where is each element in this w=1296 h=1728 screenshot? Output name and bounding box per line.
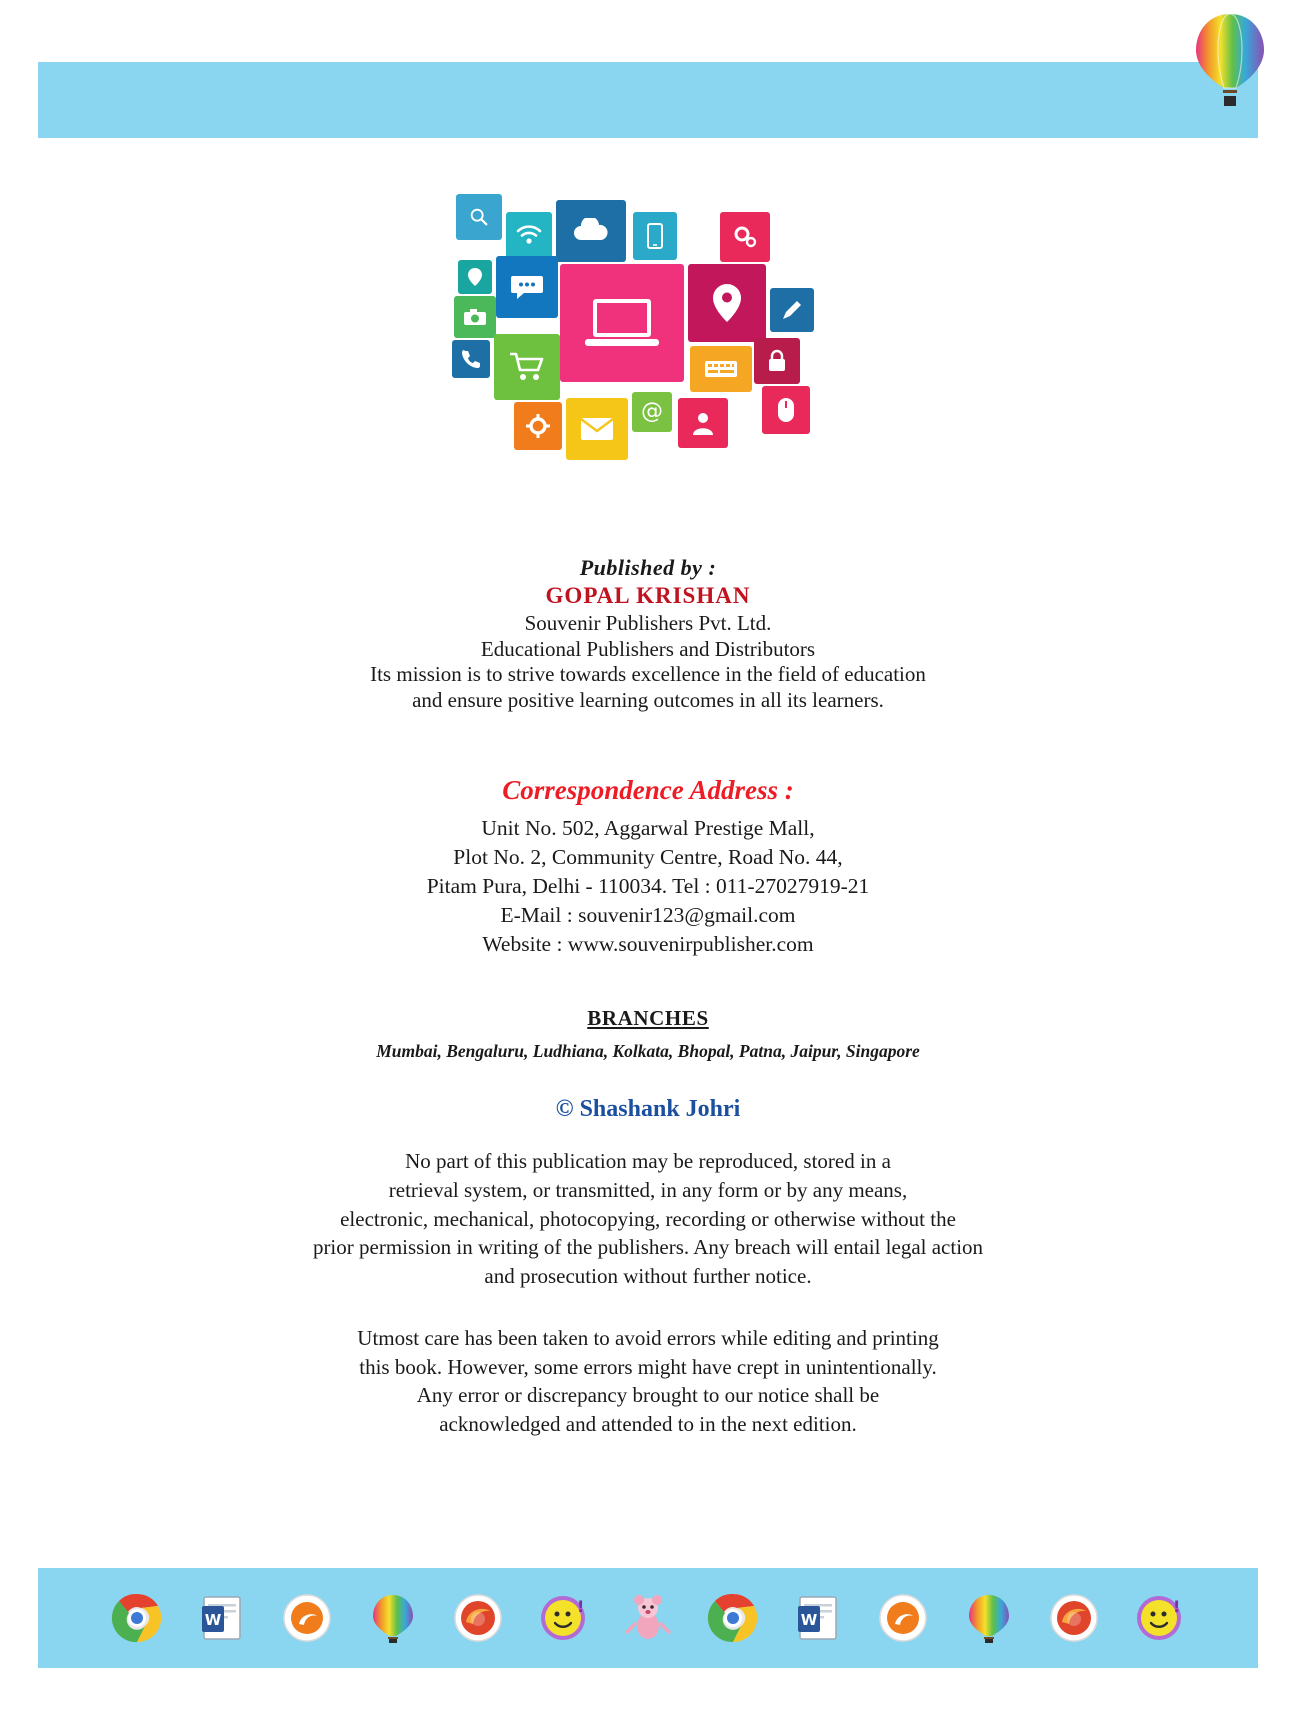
laptop-tile: [560, 264, 684, 382]
map-pin-icon: [468, 268, 482, 286]
mail-tile: [566, 398, 628, 460]
laptop-icon: [585, 295, 659, 351]
hot-air-balloon-icon: [963, 1592, 1015, 1644]
cartoon-mouse-icon: [622, 1592, 674, 1644]
pen-icon: [781, 299, 803, 321]
publisher-company: Souvenir Publishers Pvt. Ltd.: [524, 611, 772, 635]
pen-tile: [770, 288, 814, 332]
branches-list: Mumbai, Bengaluru, Ludhiana, Kolkata, Bhopal, Patna, Jaipur, Singapore: [376, 1041, 920, 1062]
keyboard-tile: [690, 346, 752, 392]
location-tile: [688, 264, 766, 342]
svg-text:!: !: [1172, 1597, 1181, 1616]
correspondence-address-title: Correspondence Address :: [502, 775, 794, 806]
cloud-tile: [556, 200, 626, 262]
copyright-notice-line-2: retrieval system, or transmitted, in any form or by any means,: [388, 1177, 908, 1202]
address-line-3: Pitam Pura, Delhi - 110034. Tel : 011-27027919-21: [426, 874, 870, 899]
copyright-notice-line-5: and prosecution without further notice.: [484, 1263, 812, 1288]
publisher-tagline: Educational Publishers and Distributors: [480, 636, 816, 661]
address-email: E-Mail : souvenir123@gmail.com: [500, 902, 796, 927]
location-pin-icon: [713, 284, 741, 322]
mouse-icon: [776, 397, 796, 423]
chat-bubble-icon: [510, 274, 544, 300]
cloud-icon: [571, 218, 611, 244]
errata-line-4: acknowledged and attended to in the next edition.: [439, 1411, 857, 1436]
yahoo-icon: [537, 1592, 589, 1644]
envelope-icon: [580, 417, 614, 441]
wifi-icon: [516, 225, 542, 245]
chrome-icon: [111, 1592, 163, 1644]
copyright-notice-line-1: No part of this publication may be reproduced, stored in a: [405, 1149, 891, 1174]
firefox-icon: [1048, 1592, 1100, 1644]
cart-tile: [494, 334, 560, 400]
top-banner: [38, 62, 1258, 138]
publisher-mission-line-2: and ensure positive learning outcomes in all its learners.: [412, 687, 884, 712]
chrome-icon: [707, 1592, 759, 1644]
technology-tiles-illustration: [0, 190, 1296, 490]
user-icon: [692, 411, 714, 435]
branches-title: BRANCHES: [587, 1006, 709, 1031]
telephone-icon: [462, 350, 480, 368]
gear-icon: [525, 413, 551, 439]
camera-tile: [454, 296, 496, 338]
word-icon: [196, 1592, 248, 1644]
copyright-notice-line-3: electronic, mechanical, photocopying, recording or otherwise without the: [340, 1206, 956, 1231]
word-icon: [792, 1592, 844, 1644]
mouse-tile: [762, 386, 810, 434]
svg-text:!: !: [576, 1597, 585, 1616]
mobile-phone-icon: [647, 223, 663, 249]
firefox-orange-icon: [281, 1592, 333, 1644]
published-by-label: Published by :: [579, 555, 717, 580]
address-line-1: Unit No. 502, Aggarwal Prestige Mall,: [481, 816, 815, 841]
camera-icon: [463, 308, 487, 326]
keyboard-icon: [704, 359, 738, 379]
hot-air-balloon-icon: [1194, 12, 1266, 112]
errata-line-3: Any error or discrepancy brought to our notice shall be: [416, 1383, 880, 1408]
yahoo-icon: [1133, 1592, 1185, 1644]
hot-air-balloon-icon: [367, 1592, 419, 1644]
phone-tile: [452, 340, 490, 378]
lock-icon: [767, 349, 787, 373]
gears-icon: [731, 223, 759, 251]
publisher-name: GOPAL KRISHAN: [545, 583, 751, 608]
mobile-tile: [633, 212, 677, 260]
copyright-notice: [150, 1147, 1146, 1290]
at-tile: @: [632, 392, 672, 432]
publisher-mission-line-1: Its mission is to strive towards excellence in the field of education: [370, 662, 926, 687]
svg-text:W: W: [800, 1611, 818, 1629]
address-line-2: Plot No. 2, Community Centre, Road No. 44,: [453, 845, 843, 870]
magnifier-icon: [468, 206, 490, 228]
settings-tile: [720, 212, 770, 262]
errata-notice: [150, 1324, 1146, 1438]
errata-line-2: this book. However, some errors might have crept in unintentionally.: [359, 1354, 937, 1379]
wifi-tile: [506, 212, 552, 258]
user-tile: [678, 398, 728, 448]
firefox-orange-icon: [877, 1592, 929, 1644]
svg-text:W: W: [205, 1611, 222, 1629]
firefox-icon: [452, 1592, 504, 1644]
chat-tile: [496, 256, 558, 318]
shopping-cart-icon: [510, 352, 544, 382]
address-website: Website : www.souvenirpublisher.com: [482, 931, 814, 956]
lock-tile: [754, 338, 800, 384]
gear-tile: [514, 402, 562, 450]
bottom-banner: [38, 1568, 1258, 1668]
search-tile: [456, 194, 502, 240]
copyright-notice-line-4: prior permission in writing of the publishers. Any breach will entail legal action: [312, 1235, 984, 1260]
imprint-text-block: [150, 555, 1146, 1438]
copyright-holder: © Shashank Johri: [555, 1096, 741, 1123]
pin-small-tile: [458, 260, 492, 294]
errata-line-1: Utmost care has been taken to avoid errors while editing and printing: [357, 1326, 939, 1351]
